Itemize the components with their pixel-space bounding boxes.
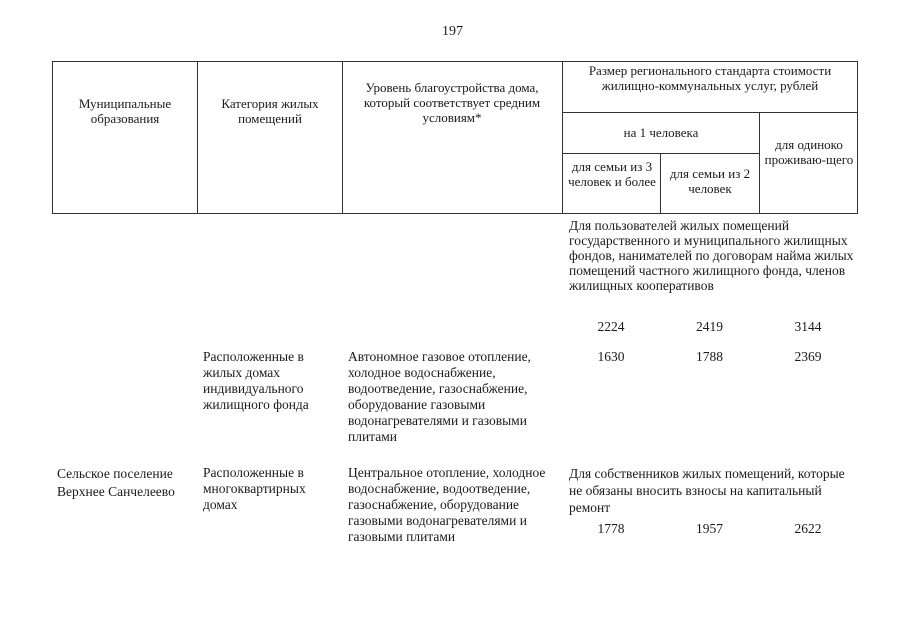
header-per-person: на 1 человека: [623, 125, 699, 140]
row-category: Расположенные в многоквартирных домах: [203, 465, 306, 512]
header-level: Уровень благоустройства дома, который соответствует средним условиям*: [363, 80, 541, 125]
row-note: Для собственников жилых помещений, которые не обязаны вносить взносы на капитальный ремонт: [569, 466, 845, 515]
value-family-3: 1630: [597, 349, 625, 364]
row-category: Расположенные в жилых домах индивидуального жилищного фонда: [203, 349, 309, 412]
value-family-3: 2224: [597, 319, 625, 334]
row-note: Для пользователей жилых помещений государственного и муниципального жилищных фондов, нанимателей по договорам найма жилых помещений частного жилищного фонда, членов жилищных кооперативов: [569, 218, 854, 293]
value-family-2: 1957: [696, 521, 723, 536]
row-level: Центральное отопление, холодное водоснабжение, водоотведение, газоснабжение, оборудование газовыми водонагревателями и газовыми плитами: [348, 465, 546, 544]
value-family-2: 2419: [696, 319, 723, 334]
value-family-2: 1788: [696, 349, 723, 364]
row-municipality: Сельское поселение Верхнее Санчелеево: [57, 466, 175, 499]
header-municipalities: Муниципальные образования: [78, 96, 172, 126]
header-family-2: для семьи из 2 человек: [669, 166, 751, 196]
row-level: Автономное газовое отопление, холодное водоснабжение, водоотведение, газоснабжение, оборудование газовыми водонагревателями и газовыми плитами: [348, 349, 531, 444]
header-standard-size: Размер регионального стандарта стоимости жилищно-коммунальных услуг, рублей: [588, 63, 832, 93]
value-single: 2369: [794, 349, 822, 364]
header-family-3: для семьи из 3 человек и более: [568, 159, 656, 189]
header-single: для одиноко проживаю-щего: [764, 137, 854, 167]
header-category: Категория жилых помещений: [221, 96, 319, 126]
value-single: 3144: [794, 319, 822, 334]
page-number: 197: [442, 24, 463, 39]
value-family-3: 1778: [597, 521, 625, 536]
value-single: 2622: [794, 521, 822, 536]
